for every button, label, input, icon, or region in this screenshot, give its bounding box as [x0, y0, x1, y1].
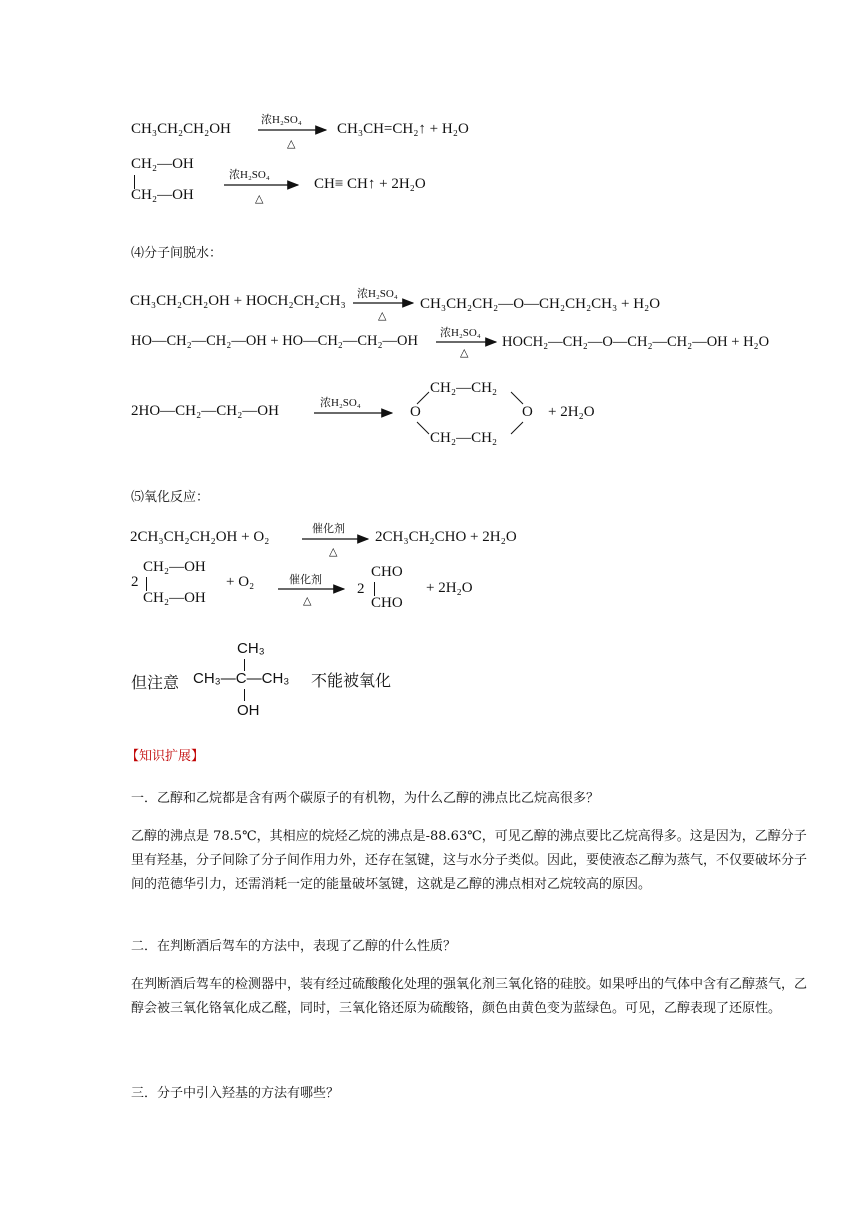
reaction-arrow-icon [353, 300, 415, 306]
reactant-top: CH₂—OH [143, 559, 206, 575]
question-1: 一．乙醇和乙烷都是含有两个碳原子的有机物，为什么乙醇的沸点比乙烷高很多？ [131, 791, 600, 806]
ring-bottom: CH₂—CH₂ [430, 430, 498, 446]
product: CH≡ CH↑ + 2H₂O [314, 176, 426, 192]
section-heading-intermolecular: ⑷分子间脱水： [131, 246, 223, 261]
section-heading-oxidation: ⑸氧化反应： [131, 490, 210, 505]
condition-top: 浓H₂SO₄ [229, 169, 270, 181]
reaction-arrow-icon [302, 536, 370, 542]
product: CH₃CH=CH₂↑ + H₂O [337, 121, 469, 137]
bond-line [244, 689, 245, 701]
bond-line [146, 577, 147, 591]
answer-1: 乙醇的沸点是 78.5℃，其相应的烷烃乙烷的沸点是-88.63℃，可见乙醇的沸点要比乙烷高得多。这是因为，乙醇分子里有羟基，分子间除了分子间作用力外，还存在氢键，这与水分子类似。因此，要使液态乙醇为蒸气，不仅要破坏分子间的范德华引力，还需消耗一定的能量破坏氢键，这就是乙醇的沸点相对乙烷较高的原因。 [131, 829, 808, 892]
reaction-arrow-icon [258, 127, 328, 133]
methyl-top: CH₃ [237, 640, 265, 657]
reactant-top: CH₂—OH [131, 156, 194, 172]
product-bottom: CHO [371, 595, 403, 611]
reactant: 2HO—CH₂—CH₂—OH [131, 403, 279, 419]
ring-oxygen-right: O [522, 404, 533, 420]
reactants: HO—CH₂—CH₂—OH + HO—CH₂—CH₂—OH [131, 333, 418, 349]
condition-bottom: △ [303, 595, 312, 607]
reactant-bottom: CH₂—OH [143, 590, 206, 606]
reaction-arrow-icon [436, 339, 498, 345]
products: + 2H₂O [548, 404, 595, 420]
condition-top: 催化剂 [289, 573, 322, 586]
condition-bottom: △ [329, 546, 338, 558]
reactant: CH₃CH₂CH₂OH [131, 121, 231, 137]
reaction-arrow-icon [278, 586, 346, 592]
condition-top: 催化剂 [312, 522, 345, 535]
products: 2CH₃CH₂CHO + 2H₂O [375, 529, 517, 545]
ring-oxygen-left: O [410, 404, 421, 420]
hydroxyl-bottom: OH [237, 702, 260, 719]
condition-top: 浓H₂SO₄ [320, 397, 361, 409]
reaction-arrow-icon [314, 410, 394, 416]
condition-top: 浓H₂SO₄ [440, 327, 481, 339]
coefficient-right: 2 [357, 581, 365, 597]
note-suffix: 不能被氧化 [311, 671, 392, 690]
question-2: 二．在判断酒后驾车的方法中，表现了乙醇的什么性质？ [131, 939, 457, 954]
condition-bottom: △ [287, 138, 296, 150]
products: CH₃CH₂CH₂—O—CH₂CH₂CH₃ + H₂O [420, 296, 661, 312]
extension-title: 【知识扩展】 [126, 749, 205, 764]
ring-top: CH₂—CH₂ [430, 380, 498, 396]
water-product: + 2H₂O [426, 580, 473, 596]
condition-bottom: △ [378, 310, 387, 322]
condition-top: 浓H₂SO₄ [261, 114, 302, 126]
answer-2: 在判断酒后驾车的检测器中，装有经过硫酸酸化处理的强氧化剂三氧化铬的硅胶。如果呼出的气体中含有乙醇蒸气，乙醇会被三氧化铬氧化成乙醛，同时，三氧化铬还原为硫酸铬，颜色由黄色变为蓝绿色。可见，乙醇表现了还原性。 [131, 977, 808, 1016]
products: HOCH₂—CH₂—O—CH₂—CH₂—OH + H₂O [502, 334, 770, 350]
oxygen-plus: + O₂ [226, 574, 255, 590]
reactant-bottom: CH₂—OH [131, 187, 194, 203]
reactants: 2CH₃CH₂CH₂OH + O₂ [130, 529, 270, 545]
note-prefix: 但注意 [131, 673, 180, 692]
carbon-chain: CH₃—C—CH₃ [193, 670, 290, 687]
condition-top: 浓H₂SO₄ [357, 288, 398, 300]
condition-bottom: △ [460, 347, 469, 359]
bond-line [374, 582, 375, 596]
reaction-arrow-icon [224, 182, 300, 188]
dioxane-ring-bonds-icon [405, 384, 535, 444]
question-3: 三．分子中引入羟基的方法有哪些？ [131, 1086, 340, 1101]
product-top: CHO [371, 564, 403, 580]
condition-bottom: △ [255, 193, 264, 205]
coefficient: 2 [131, 574, 139, 590]
reactants: CH₃CH₂CH₂OH + HOCH₂CH₂CH₃ [130, 293, 346, 309]
